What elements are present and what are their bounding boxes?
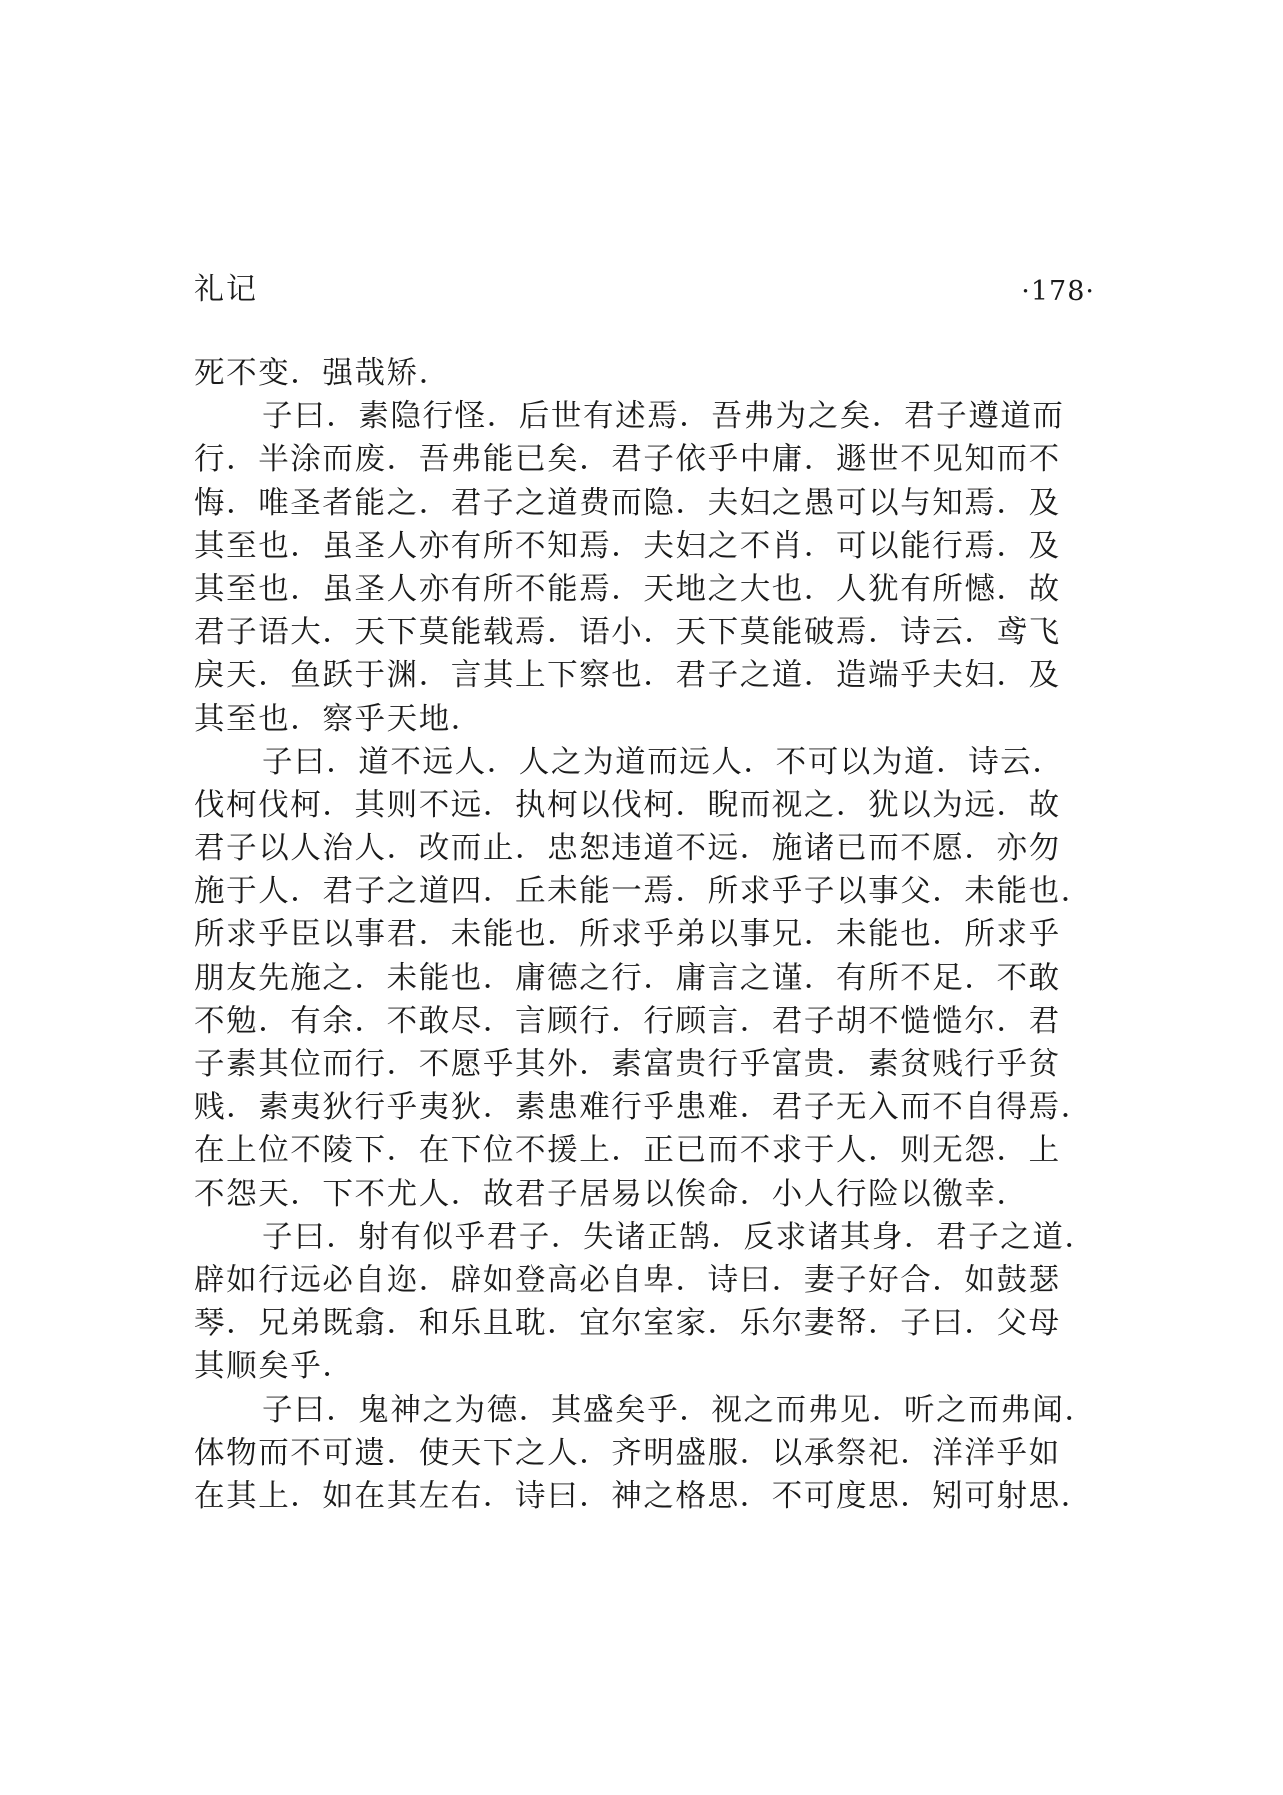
text-line: 死不变．强哉矫． — [194, 356, 451, 391]
text-line: 朋友先施之．未能也．庸德之行．庸言之谨．有所不足．不敢 — [194, 960, 1061, 996]
text-line: 施于人．君子之道四．丘未能一焉．所求乎子以事父．未能也． — [194, 874, 1093, 910]
text-line: 子曰．道不远人．人之为道而远人．不可以为道．诗云． — [262, 744, 1065, 780]
page-number: ·178· — [1021, 276, 1095, 307]
text-line: 子曰．鬼神之为德．其盛矣乎．视之而弗见．听之而弗闻． — [262, 1392, 1097, 1428]
running-title: 礼记 — [194, 272, 258, 307]
text-line: 体物而不可遗．使天下之人．齐明盛服．以承祭祀．洋洋乎如 — [194, 1435, 1061, 1471]
text-line: 戾天．鱼跃于渊．言其上下察也．君子之道．造端乎夫妇．及 — [194, 658, 1061, 694]
text-line: 子曰．射有似乎君子．失诸正鹄．反求诸其身．君子之道． — [262, 1219, 1097, 1255]
text-line: 君子以人治人．改而止．忠恕违道不远．施诸已而不愿．亦勿 — [194, 831, 1061, 867]
text-line: 伐柯伐柯．其则不远．执柯以伐柯．睨而视之．犹以为远．故 — [194, 787, 1061, 823]
text-line: 不勉．有余．不敢尽．言顾行．行顾言．君子胡不慥慥尔．君 — [194, 1003, 1061, 1039]
text-line: 其至也．察乎天地． — [194, 701, 483, 737]
text-line: 其至也．虽圣人亦有所不能焉．天地之大也．人犹有所憾．故 — [194, 571, 1061, 607]
text-line: 不怨天．下不尤人．故君子居易以俟命．小人行险以徼幸． — [194, 1176, 1029, 1212]
text-line: 贱．素夷狄行乎夷狄．素患难行乎患难．君子无入而不自得焉． — [194, 1090, 1093, 1126]
text-line: 君子语大．天下莫能载焉．语小．天下莫能破焉．诗云．鸢飞 — [194, 615, 1061, 651]
text-line: 子素其位而行．不愿乎其外．素富贵行乎富贵．素贫贱行乎贫 — [194, 1047, 1061, 1082]
text-line: 琴．兄弟既翕．和乐且耽．宜尔室家．乐尔妻帑．子曰．父母 — [194, 1306, 1061, 1342]
text-line: 行．半涂而废．吾弗能已矣．君子依乎中庸．遯世不见知而不 — [194, 442, 1061, 478]
text-line: 所求乎臣以事君．未能也．所求乎弟以事兄．未能也．所求乎 — [194, 917, 1061, 953]
body-text — [194, 352, 1097, 1518]
text-line: 子曰．素隐行怪．后世有述焉．吾弗为之矣．君子遵道而 — [262, 399, 1065, 435]
text-line: 其顺矣乎． — [194, 1349, 355, 1385]
text-line: 其至也．虽圣人亦有所不知焉．夫妇之不肖．可以能行焉．及 — [194, 528, 1061, 564]
text-line: 在其上．如在其左右．诗曰．神之格思．不可度思．矧可射思． — [194, 1478, 1093, 1514]
text-line: 辟如行远必自迩．辟如登高必自卑．诗曰．妻子好合．如鼓瑟 — [194, 1262, 1061, 1298]
text-line: 悔．唯圣者能之．君子之道费而隐．夫妇之愚可以与知焉．及 — [194, 485, 1061, 521]
text-line: 在上位不陵下．在下位不援上．正已而不求于人．则无怨．上 — [194, 1133, 1061, 1169]
